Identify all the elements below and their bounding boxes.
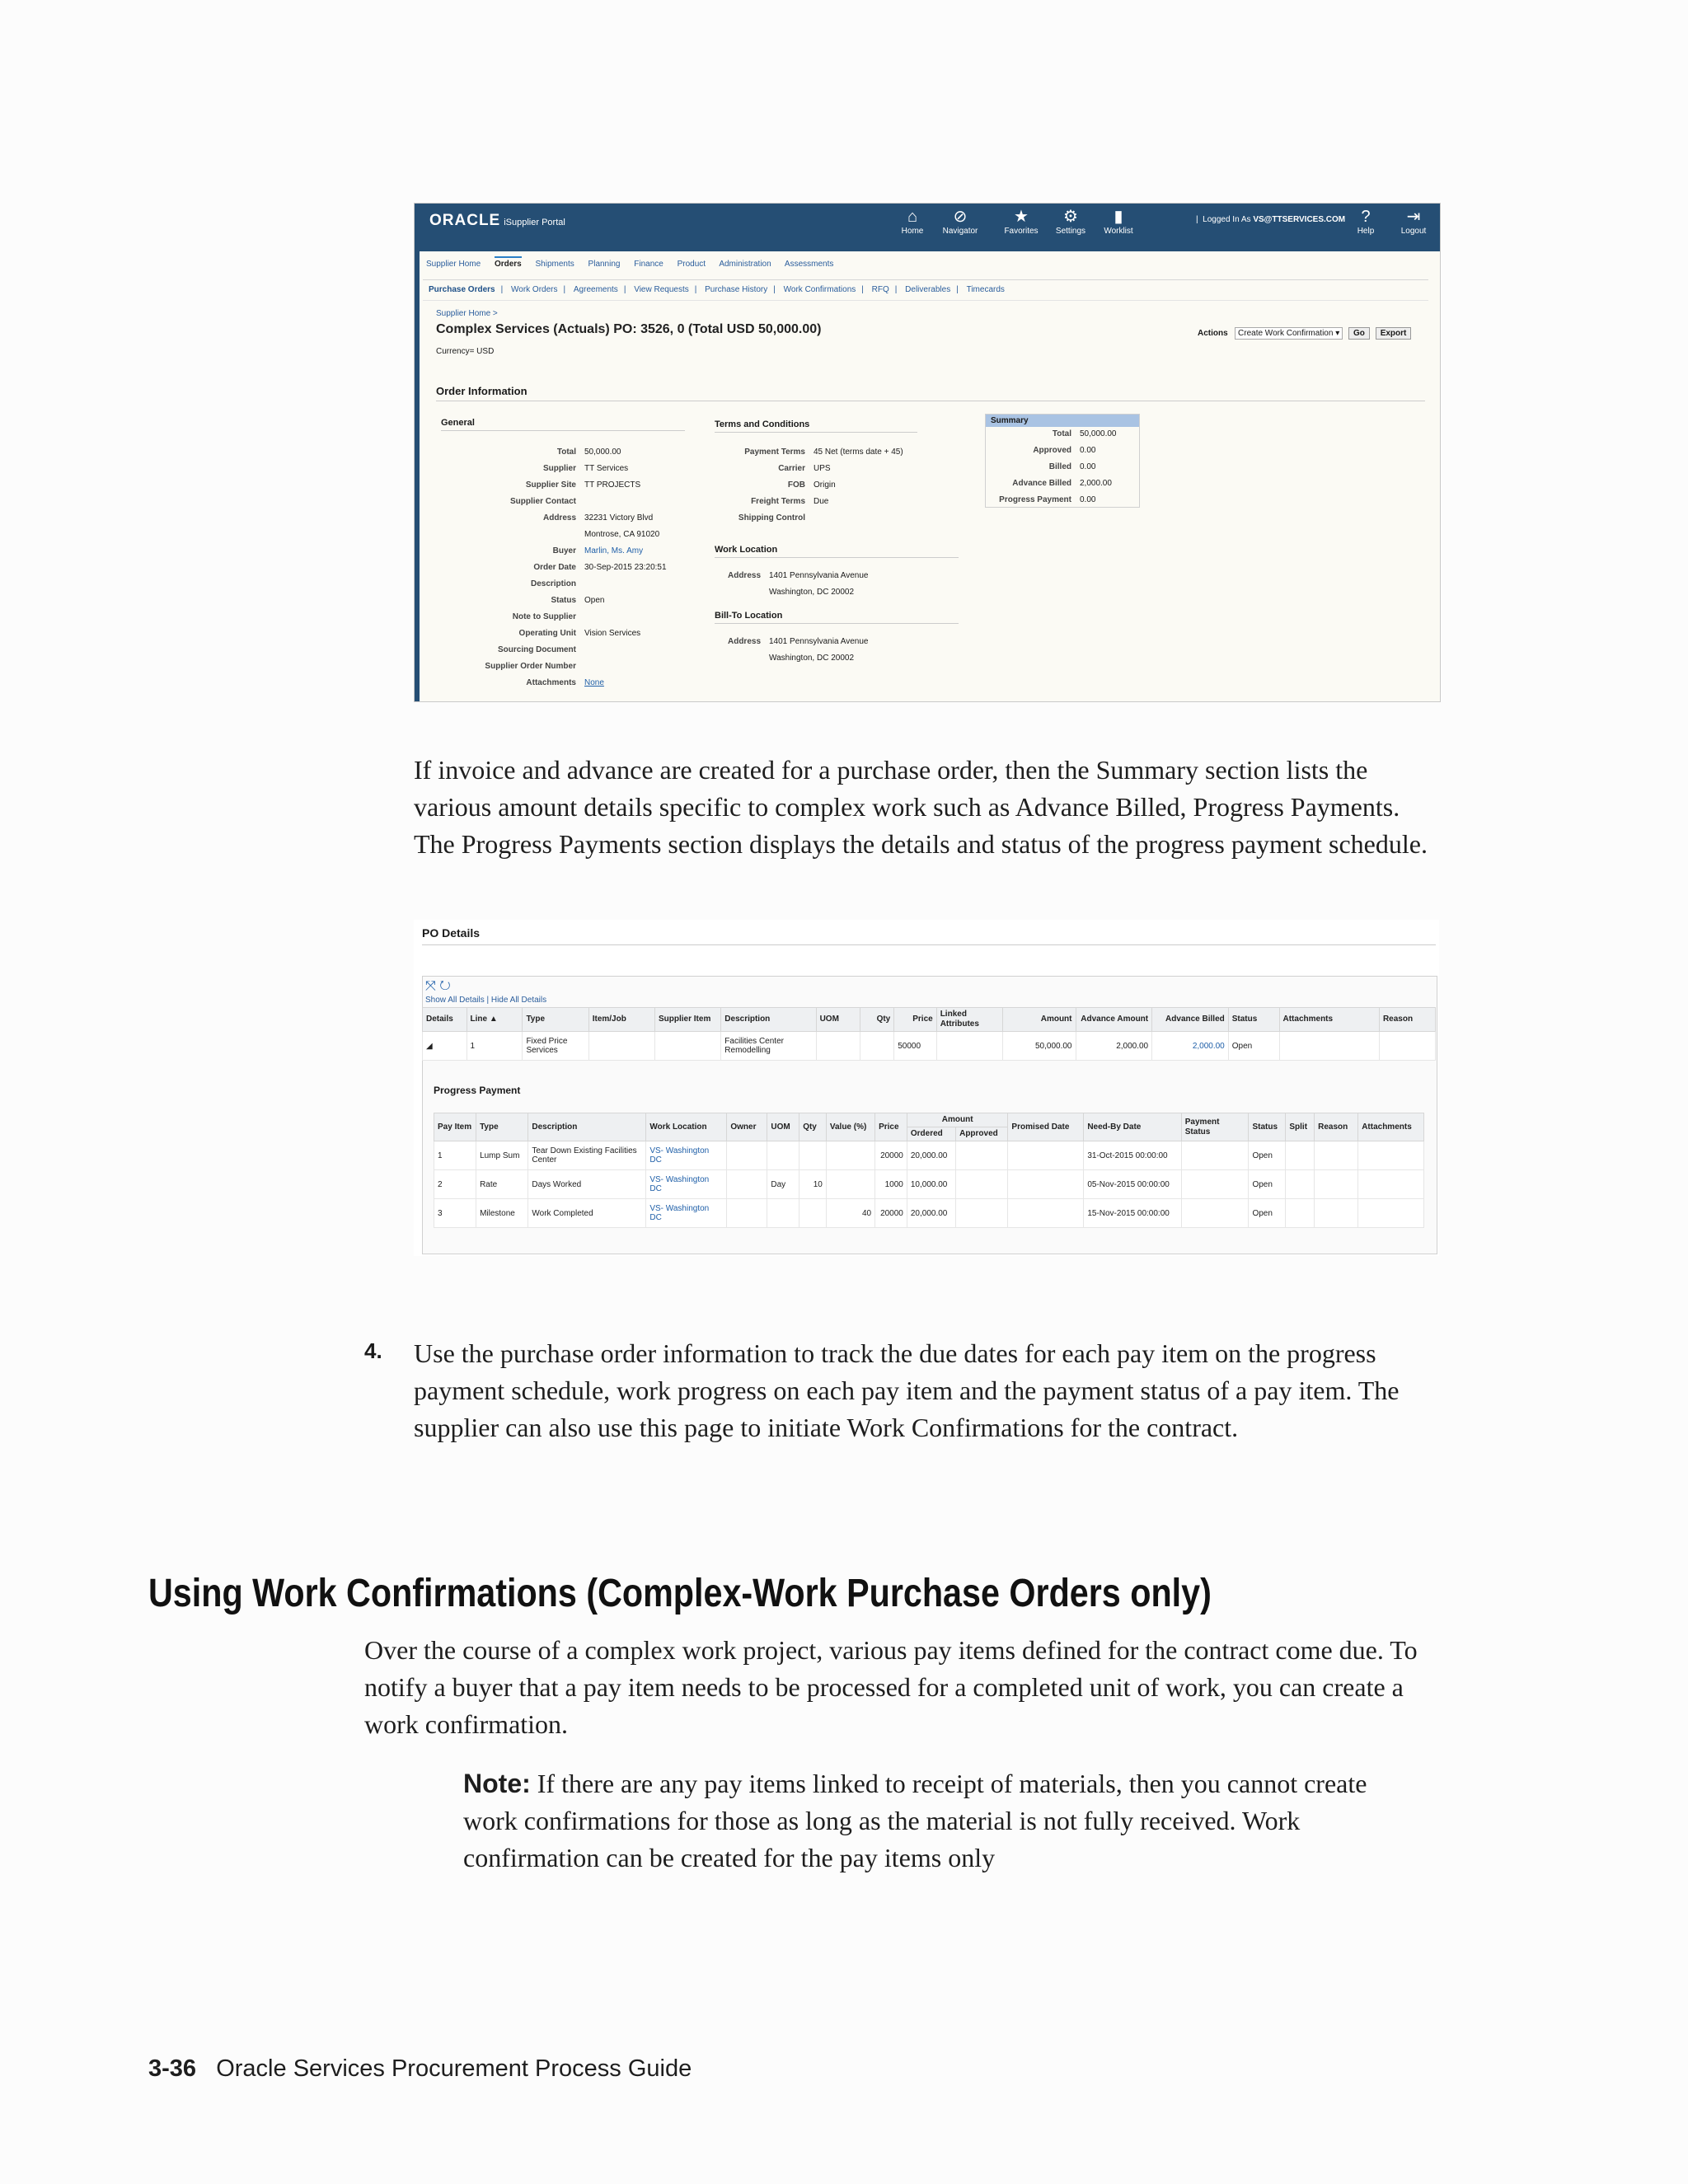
field-row: [986, 459, 1117, 476]
logged-in-user: VS@TTSERVICES.COM: [1253, 215, 1346, 224]
field-label: FOB: [787, 480, 805, 490]
progress-payment-header: [434, 1113, 1424, 1141]
field-value: 1401 Pennsylvania Avenue: [769, 637, 869, 646]
table-cell: [1008, 1141, 1084, 1170]
tab-administration[interactable]: Administration: [719, 260, 771, 269]
column-header[interactable]: Amount: [1002, 1008, 1076, 1032]
terms-header: Terms and Conditions: [715, 419, 917, 433]
table-cell: [1008, 1170, 1084, 1199]
po-lines-table: [422, 1007, 1436, 1061]
field-value: Washington, DC 20002: [769, 654, 855, 663]
table-cell: [1379, 1032, 1435, 1061]
table-cell: [767, 1141, 799, 1170]
field-value: 1401 Pennsylvania Avenue: [769, 571, 869, 580]
table-cell: 1: [434, 1141, 476, 1170]
table-cell: [956, 1141, 1008, 1170]
table-cell: [936, 1032, 1002, 1061]
table-row[interactable]: [434, 1141, 1424, 1170]
help-label: Help: [1357, 227, 1375, 236]
actions-label: Actions: [1198, 329, 1228, 338]
po-details-title: PO Details: [422, 926, 481, 940]
table-cell: 50000: [894, 1032, 936, 1061]
worklist-icon: ▮: [1114, 208, 1123, 226]
field-label: Supplier Site: [525, 480, 576, 490]
field-row: [715, 584, 868, 601]
field-label: Freight Terms: [751, 497, 805, 506]
column-header: Price: [875, 1113, 907, 1141]
table-cell: [727, 1170, 767, 1199]
field-row: [986, 476, 1117, 492]
field-row: [436, 609, 667, 626]
table-cell: Facilities Center Remodelling: [721, 1032, 816, 1061]
field-value[interactable]: Marlin, Ms. Amy: [584, 546, 644, 555]
field-row: [986, 492, 1117, 509]
column-header: Payment Status: [1181, 1113, 1249, 1141]
field-row: [715, 461, 903, 477]
table-row[interactable]: [434, 1170, 1424, 1199]
table-cell: 2: [434, 1170, 476, 1199]
column-header: Type: [476, 1113, 528, 1141]
field-row: [436, 461, 667, 477]
field-label: Carrier: [778, 464, 805, 473]
column-header[interactable]: Item/Job: [588, 1008, 654, 1032]
field-row: [436, 675, 667, 691]
table-cell: [1181, 1199, 1249, 1228]
field-label: Advance Billed: [1012, 479, 1071, 488]
field-value: 0.00: [1080, 446, 1096, 455]
column-header: Amount: [907, 1113, 1008, 1127]
navigator-icon: ⊘: [953, 208, 968, 226]
table-cell: 15-Nov-2015 00:00:00: [1084, 1199, 1181, 1228]
field-row: [986, 443, 1117, 459]
tab-finance[interactable]: Finance: [634, 260, 663, 269]
subtab-timecards[interactable]: Timecards: [966, 285, 1005, 294]
table-cell: [1008, 1199, 1084, 1228]
field-row: [436, 658, 667, 675]
table-cell: 20,000.00: [907, 1141, 955, 1170]
table-cell: Open: [1249, 1141, 1286, 1170]
step-number: 4.: [364, 1338, 382, 1363]
star-icon: ★: [1014, 208, 1029, 226]
home-button[interactable]: [888, 207, 937, 236]
table-cell: 40: [826, 1199, 874, 1228]
column-header[interactable]: Advance Amount: [1076, 1008, 1152, 1032]
field-value: 50,000.00: [1080, 429, 1117, 438]
column-header[interactable]: Reason: [1379, 1008, 1435, 1032]
table-cell: Day: [767, 1170, 799, 1199]
field-row: [436, 477, 667, 494]
worklist-label: Worklist: [1104, 227, 1133, 236]
field-label: Attachments: [526, 678, 576, 687]
field-row: [436, 543, 667, 560]
table-cell: [799, 1141, 827, 1170]
product-name: iSupplier Portal: [504, 218, 565, 227]
field-label: Note to Supplier: [512, 612, 576, 621]
field-label: Shipping Control: [738, 513, 805, 523]
column-header: Split: [1286, 1113, 1315, 1141]
column-header[interactable]: Linked Attributes: [936, 1008, 1002, 1032]
field-label: Approved: [1033, 446, 1071, 455]
home-label: Home: [901, 227, 924, 236]
field-row: [436, 593, 667, 609]
column-header: Reason: [1315, 1113, 1358, 1141]
column-header[interactable]: Advance Billed: [1152, 1008, 1229, 1032]
page-title: Complex Services (Actuals) PO: 3526, 0 (Total USD 50,000.00): [436, 322, 822, 336]
subtab-agreements[interactable]: Agreements: [573, 285, 618, 294]
field-value: 50,000.00: [584, 448, 621, 457]
column-header[interactable]: Supplier Item: [655, 1008, 721, 1032]
guide-title: Oracle Services Procurement Process Guide: [216, 2055, 692, 2082]
field-value: Origin: [814, 480, 836, 490]
field-value: Vision Services: [584, 629, 641, 638]
table-cell: [1181, 1141, 1249, 1170]
field-label: Total: [1052, 429, 1071, 438]
column-header[interactable]: Price: [894, 1008, 936, 1032]
summary-header: Summary: [986, 415, 1139, 427]
table-cell: Rate: [476, 1170, 528, 1199]
actions-select-value: Create Work Confirmation: [1238, 329, 1334, 338]
table-cell: 31-Oct-2015 00:00:00: [1084, 1141, 1181, 1170]
table-cell: 3: [434, 1199, 476, 1228]
field-label: Payment Terms: [744, 448, 805, 457]
table-cell: 05-Nov-2015 00:00:00: [1084, 1170, 1181, 1199]
paragraph-summary: If invoice and advance are created for a purchase order, then the Summary section lists the various amount details specific to complex work such as Advance Billed, Progress Payments. The Progress Payments section displays the details and status of the progress payment schedule.: [414, 755, 1428, 859]
table-cell: [956, 1199, 1008, 1228]
table-cell: [1279, 1032, 1379, 1061]
section-heading: Using Work Confirmations (Complex-Work Purchase Orders only): [148, 1572, 1212, 1615]
table-cell[interactable]: 2,000.00: [1152, 1032, 1229, 1061]
tab-product[interactable]: Product: [677, 260, 706, 269]
side-strip: [415, 251, 420, 701]
table-cell: Open: [1249, 1170, 1286, 1199]
column-header: Qty: [799, 1113, 827, 1141]
favorites-label: Favorites: [1004, 227, 1039, 236]
chevron-down-icon: ▾: [1335, 329, 1340, 338]
field-label: Buyer: [552, 546, 576, 555]
work-location-link[interactable]: VS- Washington DC: [646, 1170, 727, 1199]
table-cell: Tear Down Existing Facilities Center: [528, 1141, 646, 1170]
navigator-button[interactable]: [935, 207, 985, 236]
table-row[interactable]: [434, 1199, 1424, 1228]
field-row: [715, 444, 903, 461]
settings-button[interactable]: [1046, 207, 1095, 236]
po-details-screenshot: [414, 920, 1439, 1256]
field-label: Address: [542, 513, 576, 523]
table-cell: Days Worked: [528, 1170, 646, 1199]
field-value: 45 Net (terms date + 45): [814, 448, 903, 457]
field-row: [715, 650, 868, 667]
currency-label: Currency= USD: [436, 347, 495, 356]
table-cell: [1358, 1170, 1424, 1199]
sub-tabs: Purchase Orders | Work Orders | Agreements | View Requests | Purchase History | Work Confirmations | RFQ | Deliverables | Timecards: [423, 279, 1428, 301]
table-cell: [826, 1170, 874, 1199]
column-header[interactable]: Status: [1228, 1008, 1279, 1032]
table-cell: [1315, 1170, 1358, 1199]
table-cell: [956, 1170, 1008, 1199]
table-cell: 10: [799, 1170, 827, 1199]
field-label: Billed: [1048, 462, 1071, 471]
summary-fields: [986, 426, 1117, 509]
tab-supplier-home[interactable]: Supplier Home: [426, 260, 481, 269]
column-header[interactable]: Type: [523, 1008, 588, 1032]
field-row: [436, 527, 667, 543]
general-fields: [436, 444, 667, 691]
header-row: [434, 1113, 1424, 1127]
progress-payment-table: [434, 1113, 1424, 1228]
table-cell: Open: [1228, 1032, 1279, 1061]
table-cell: [799, 1199, 827, 1228]
table-cell: 20000: [875, 1141, 907, 1170]
field-row: [436, 510, 667, 527]
field-value: 0.00: [1080, 495, 1096, 504]
gear-icon: ⚙: [1063, 208, 1078, 226]
table-cell: Milestone: [476, 1199, 528, 1228]
work-location-fields: [715, 568, 868, 601]
actions-select[interactable]: [1235, 327, 1343, 340]
column-header: Value (%): [826, 1113, 874, 1141]
field-value: Washington, DC 20002: [769, 588, 855, 597]
logout-button[interactable]: [1389, 207, 1438, 236]
column-header: Approved: [956, 1127, 1008, 1141]
help-button[interactable]: [1341, 207, 1390, 236]
field-label: Description: [530, 579, 576, 588]
field-value: Montrose, CA 91020: [584, 530, 660, 539]
field-row: [436, 494, 667, 510]
isupplier-screenshot: [414, 203, 1441, 702]
show-hide-details[interactable]: Show All Details | Hide All Details: [425, 996, 547, 1005]
field-value[interactable]: None: [584, 678, 604, 687]
column-header[interactable]: Description: [721, 1008, 816, 1032]
terms-fields: [715, 444, 903, 527]
table-cell: [1358, 1199, 1424, 1228]
field-label: Supplier: [542, 464, 576, 473]
field-label: Supplier Contact: [509, 497, 576, 506]
column-header[interactable]: UOM: [816, 1008, 860, 1032]
summary-box: [985, 414, 1140, 508]
page-number: 3-36: [148, 2055, 197, 2082]
export-button[interactable]: Export: [1376, 327, 1412, 340]
home-icon: ⌂: [907, 208, 918, 226]
logged-in-info: | Logged In As VS@TTSERVICES.COM: [1196, 215, 1346, 224]
table-cell: Work Completed: [528, 1199, 646, 1228]
table-cell: 20,000.00: [907, 1199, 955, 1228]
table-cell: 1000: [875, 1170, 907, 1199]
table-cell: 20000: [875, 1199, 907, 1228]
column-header[interactable]: Attachments: [1279, 1008, 1379, 1032]
field-value: UPS: [814, 464, 831, 473]
general-header: General: [441, 418, 685, 431]
column-header[interactable]: Line ▲: [467, 1008, 523, 1032]
table-cell: Open: [1249, 1199, 1286, 1228]
order-information-heading: Order Information: [436, 385, 1425, 401]
table-cell: [767, 1199, 799, 1228]
field-value: 0.00: [1080, 462, 1096, 471]
field-row: [715, 568, 868, 584]
favorites-button[interactable]: [996, 207, 1046, 236]
global-header: [415, 204, 1440, 251]
progress-payment-title: Progress Payment: [434, 1085, 521, 1096]
table-cell: [826, 1141, 874, 1170]
field-value: 2,000.00: [1080, 479, 1112, 488]
field-value: Open: [584, 596, 605, 605]
field-row: [715, 510, 903, 527]
table-cell: 10,000.00: [907, 1170, 955, 1199]
table-cell: [1286, 1170, 1315, 1199]
table-row[interactable]: [423, 1032, 1436, 1061]
tab-orders[interactable]: Orders: [495, 256, 522, 269]
step-4-text: Use the purchase order information to track the due dates for each pay item on the progress payment schedule, work progress on each pay item and the payment status of a pay item. The supplier can also use this page to initiate Work Confirmations for the contract.: [414, 1338, 1400, 1442]
table-cell: [1286, 1141, 1315, 1170]
field-label: Sourcing Document: [497, 645, 576, 654]
column-header: Need-By Date: [1084, 1113, 1181, 1141]
field-row: [436, 576, 667, 593]
field-label: Address: [727, 571, 761, 580]
logged-in-label: Logged In As: [1203, 215, 1251, 224]
table-cell: 50,000.00: [1002, 1032, 1076, 1061]
tab-planning[interactable]: Planning: [588, 260, 621, 269]
table-cell: 2,000.00: [1076, 1032, 1152, 1061]
field-value: TT Services: [584, 464, 629, 473]
table-cell: [727, 1199, 767, 1228]
column-header: Pay Item: [434, 1113, 476, 1141]
column-header: Owner: [727, 1113, 767, 1141]
table-cell: [588, 1032, 654, 1061]
field-label: Address: [727, 637, 761, 646]
column-header: UOM: [767, 1113, 799, 1141]
brand-text: ORACLE: [429, 212, 501, 229]
tab-assessments[interactable]: Assessments: [784, 260, 834, 269]
bill-to-fields: [715, 634, 868, 667]
paragraph-work-confirmations: Over the course of a complex work project, various pay items defined for the contract come due. To notify a buyer that a pay item needs to be processed for a completed unit of work, you can create a work confirmation.: [364, 1635, 1418, 1739]
column-header[interactable]: Qty: [860, 1008, 894, 1032]
column-header: Attachments: [1358, 1113, 1424, 1141]
subtab-rfq[interactable]: RFQ: [871, 285, 889, 294]
progress-payment-body: [434, 1141, 1424, 1228]
page-footer: [148, 2055, 692, 2083]
po-details-rule: [422, 944, 1436, 945]
logout-label: Logout: [1400, 227, 1427, 236]
work-location-link[interactable]: VS- Washington DC: [646, 1141, 727, 1170]
field-row: [986, 426, 1117, 443]
column-header: Status: [1249, 1113, 1286, 1141]
table-cell: [860, 1032, 894, 1061]
subtab-work-orders[interactable]: Work Orders: [511, 285, 558, 294]
field-row: [436, 444, 667, 461]
oracle-logo: [429, 212, 565, 230]
field-row: [715, 634, 868, 650]
subtab-purchase-orders[interactable]: Purchase Orders: [429, 285, 495, 294]
field-row: [436, 560, 667, 576]
expand-icon[interactable]: ◢: [423, 1032, 467, 1061]
subtab-purchase-history[interactable]: Purchase History: [705, 285, 768, 294]
field-label: Progress Payment: [999, 495, 1071, 504]
table-cell: [1286, 1199, 1315, 1228]
main-tabs: [426, 260, 845, 269]
field-row: [715, 494, 903, 510]
table-cell: Lump Sum: [476, 1141, 528, 1170]
column-header: Work Location: [646, 1113, 727, 1141]
note-text: If there are any pay items linked to receipt of materials, then you cannot create work confirmations for those as long as the material is not fully received. Work confirmation can be created for the pay items only: [463, 1769, 1367, 1872]
note-block: [463, 1765, 1395, 1877]
field-label: Total: [556, 448, 576, 457]
settings-label: Settings: [1055, 227, 1086, 236]
breadcrumb[interactable]: Supplier Home >: [436, 309, 498, 318]
column-header: Ordered: [907, 1127, 955, 1141]
go-button[interactable]: Go: [1348, 327, 1370, 340]
logout-icon: ⇥: [1406, 208, 1421, 226]
table-cell: [727, 1141, 767, 1170]
table-cell: [1358, 1141, 1424, 1170]
note-label: Note:: [463, 1769, 531, 1798]
help-icon: ?: [1361, 208, 1371, 226]
field-label: Order Date: [533, 563, 576, 572]
table-cell: [1315, 1199, 1358, 1228]
column-header[interactable]: Details: [423, 1008, 467, 1032]
table-cell: [1315, 1141, 1358, 1170]
tab-shipments[interactable]: Shipments: [535, 260, 574, 269]
field-value: TT PROJECTS: [584, 480, 641, 490]
field-row: [715, 477, 903, 494]
expand-collapse-icon[interactable]: ⤧ ↻: [425, 979, 451, 993]
table-cell: 1: [467, 1032, 523, 1061]
column-header: Promised Date: [1008, 1113, 1084, 1141]
table-cell: [1181, 1170, 1249, 1199]
field-label: Supplier Order Number: [485, 662, 576, 671]
subtab-deliverables[interactable]: Deliverables: [905, 285, 951, 294]
field-label: Operating Unit: [518, 629, 576, 638]
work-location-header: Work Location: [715, 545, 959, 558]
po-lines-header-row: [423, 1008, 1436, 1032]
field-label: Status: [551, 596, 576, 605]
field-value: 32231 Victory Blvd: [584, 513, 654, 523]
table-cell: Fixed Price Services: [523, 1032, 588, 1061]
work-location-link[interactable]: VS- Washington DC: [646, 1199, 727, 1228]
worklist-button[interactable]: [1094, 207, 1143, 236]
field-row: [436, 626, 667, 642]
field-value: 30-Sep-2015 23:20:51: [584, 563, 667, 572]
navigator-label: Navigator: [942, 227, 978, 236]
subtab-work-confirmations[interactable]: Work Confirmations: [783, 285, 856, 294]
bill-to-header: Bill-To Location: [715, 611, 959, 624]
field-row: [436, 642, 667, 658]
column-header: Description: [528, 1113, 646, 1141]
table-cell: [655, 1032, 721, 1061]
table-cell: [816, 1032, 860, 1061]
subtab-view-requests[interactable]: View Requests: [634, 285, 689, 294]
field-value: Due: [814, 497, 829, 506]
actions-bar: [1198, 327, 1411, 340]
